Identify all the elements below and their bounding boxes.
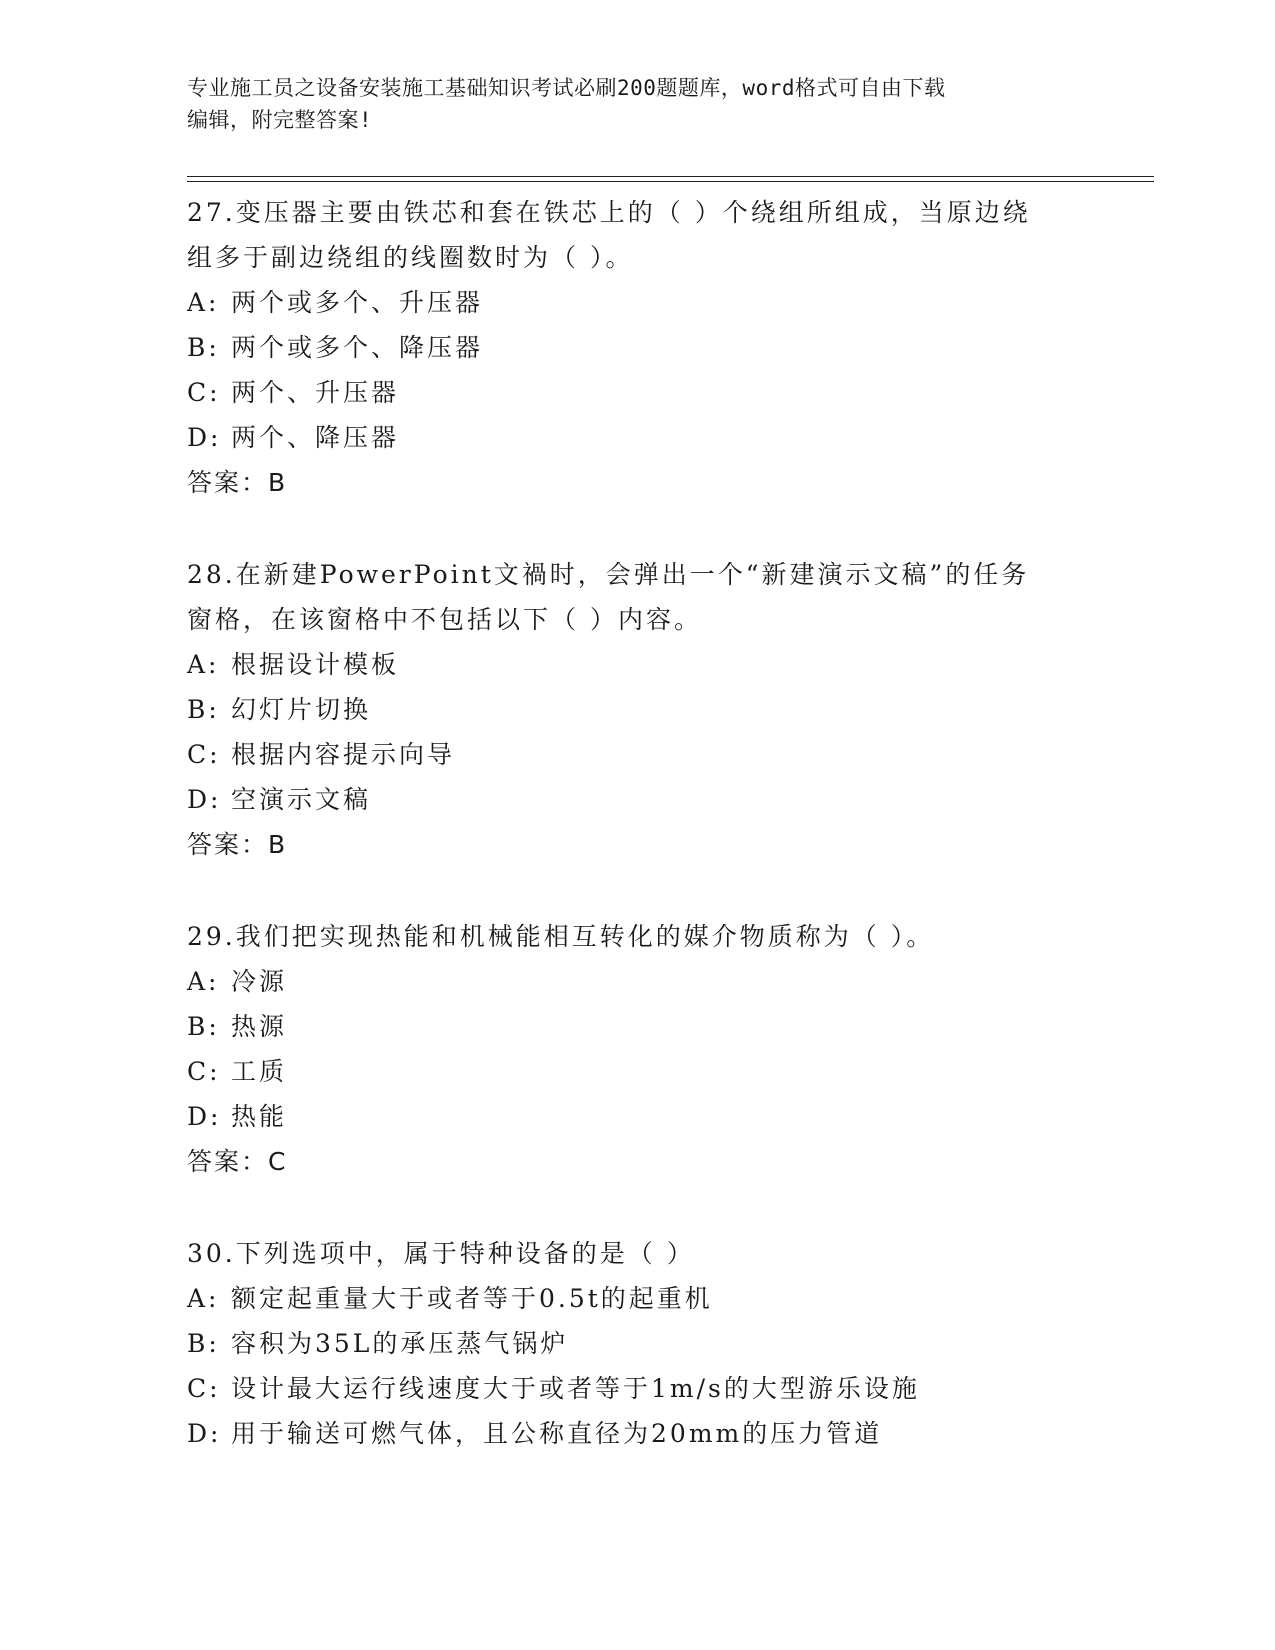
question-30 (187, 1231, 1087, 1456)
answer-line: 答案：C (187, 1147, 288, 1176)
option-c (187, 1049, 1087, 1094)
question-stem-line: 27.变压器主要由铁芯和套在铁芯上的（ ）个绕组所组成，当原边绕 (187, 198, 1031, 227)
question-stem-line: 窗格，在该窗格中不包括以下（ ）内容。 (187, 605, 702, 634)
question-28 (187, 552, 1087, 867)
option-text: 空演示文稿 (231, 785, 372, 814)
option-text: 热源 (231, 1012, 288, 1041)
option-text: 两个或多个、降压器 (231, 333, 484, 362)
option-d (187, 1094, 1087, 1139)
option-key: A: (187, 967, 220, 996)
option-a (187, 280, 1087, 325)
header-title-line-1: 专业施工员之设备安装施工基础知识考试必刷200题题库，word格式可自由下载 (187, 76, 946, 100)
option-a (187, 1276, 1087, 1321)
option-text: 设计最大运行线速度大于或者等于1m/s的大型游乐设施 (231, 1374, 920, 1403)
option-key: D: (187, 1419, 222, 1448)
option-text: 根据设计模板 (231, 650, 400, 679)
option-text: 容积为35L的承压蒸气锅炉 (231, 1329, 569, 1358)
option-b (187, 1321, 1087, 1366)
option-d (187, 1411, 1087, 1456)
option-text: 用于输送可燃气体，且公称直径为20mm的压力管道 (231, 1419, 883, 1448)
question-stem-line: 30.下列选项中，属于特种设备的是（ ） (187, 1239, 695, 1268)
option-text: 幻灯片切换 (231, 695, 372, 724)
option-b (187, 1004, 1087, 1049)
option-text: 额定起重量大于或者等于0.5t的起重机 (231, 1284, 713, 1313)
option-key: D: (187, 423, 222, 452)
option-b (187, 325, 1087, 370)
question-27 (187, 190, 1087, 505)
header-title-line-2: 编辑，附完整答案! (187, 108, 373, 132)
option-text: 两个、降压器 (231, 423, 400, 452)
option-c (187, 732, 1087, 777)
option-b (187, 687, 1087, 732)
option-text: 冷源 (231, 967, 288, 996)
option-key: D: (187, 1102, 222, 1131)
option-a (187, 959, 1087, 1004)
option-text: 工质 (231, 1057, 288, 1086)
option-key: B: (187, 1012, 220, 1041)
question-stem-line: 组多于副边绕组的线圈数时为（ ）。 (187, 243, 634, 272)
option-key: C: (187, 740, 221, 769)
option-key: B: (187, 1329, 220, 1358)
option-text: 热能 (231, 1102, 288, 1131)
option-key: B: (187, 333, 220, 362)
answer-line: 答案：B (187, 468, 288, 497)
option-key: A: (187, 1284, 220, 1313)
question-29 (187, 914, 1087, 1184)
answer-line: 答案：B (187, 830, 288, 859)
document-header (187, 72, 1087, 136)
option-a (187, 642, 1087, 687)
option-key: B: (187, 695, 220, 724)
option-key: C: (187, 1057, 221, 1086)
header-double-rule (187, 176, 1154, 182)
option-c (187, 370, 1087, 415)
option-text: 根据内容提示向导 (231, 740, 456, 769)
option-key: C: (187, 378, 221, 407)
question-list (187, 190, 1087, 1503)
option-c (187, 1366, 1087, 1411)
question-stem-line: 28.在新建PowerPoint文禍时，会弹出一个“新建演示文稿”的任务 (187, 560, 1030, 589)
option-key: A: (187, 650, 220, 679)
option-text: 两个、升压器 (231, 378, 400, 407)
option-d (187, 415, 1087, 460)
option-key: C: (187, 1374, 221, 1403)
option-text: 两个或多个、升压器 (231, 288, 484, 317)
option-key: A: (187, 288, 220, 317)
option-key: D: (187, 785, 222, 814)
question-stem-line: 29.我们把实现热能和机械能相互转化的媒介物质称为（ ）。 (187, 922, 935, 951)
option-d (187, 777, 1087, 822)
